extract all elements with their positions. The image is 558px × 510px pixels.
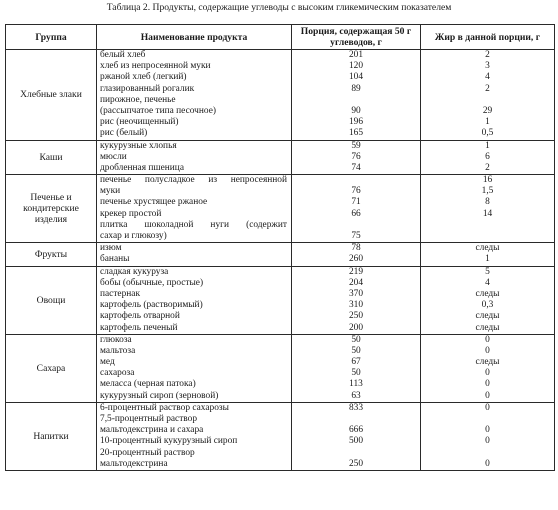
portion-value: 67: [351, 357, 361, 368]
fat-value: 1: [485, 117, 490, 128]
portion-value: 90: [351, 105, 361, 116]
fat-value: 2: [485, 50, 490, 60]
header-row: [6, 25, 555, 50]
fat-value-cell: [421, 140, 555, 175]
table-body: [6, 50, 555, 471]
fat-value: 0,3: [481, 300, 494, 311]
fat-value: 8: [485, 197, 490, 208]
fat-value: следы: [475, 243, 500, 254]
portion-value: 310: [348, 300, 364, 311]
product-name-cell: [97, 50, 292, 141]
portion-value-cell: [292, 175, 421, 243]
product-name: картофель печеный: [100, 322, 178, 333]
group-row: [6, 175, 555, 243]
header-fat: Жир в данной порции, г: [421, 25, 555, 50]
fat-value: 16: [482, 175, 493, 186]
product-name: кукурузные хлопья: [100, 140, 177, 151]
fat-value: [421, 95, 554, 106]
fat-value-cell: [421, 50, 555, 141]
product-name: глазированный рогалик: [100, 83, 195, 94]
product-name: глюкоза: [100, 334, 132, 345]
portion-value: 666: [348, 425, 364, 436]
fat-value: 0: [485, 436, 490, 447]
portion-value-cell: [292, 266, 421, 334]
fat-value-cell: [421, 266, 555, 334]
portion-value: 204: [348, 277, 364, 288]
group-row: [6, 334, 555, 402]
portion-value: [292, 175, 420, 186]
fat-value: 0: [485, 390, 490, 401]
portion-value: 250: [348, 458, 364, 469]
portion-value: 50: [351, 334, 361, 345]
portion-value: 201: [348, 50, 364, 60]
product-name-cell: [97, 175, 292, 243]
portion-value: 200: [348, 322, 364, 333]
product-name: хлеб из непросеянной муки: [100, 61, 211, 72]
portion-value: [292, 95, 420, 106]
fat-value: 0: [485, 425, 490, 436]
portion-value: 75: [351, 231, 361, 241]
portion-value-cell: [292, 334, 421, 402]
product-name: плитка шоколадной нуги (содержит: [100, 219, 287, 230]
product-name: сахароза: [100, 368, 135, 379]
product-name: (рассыпчатое типа песочное): [100, 105, 216, 116]
product-name: рис (белый): [100, 128, 148, 139]
portion-value: 59: [351, 140, 361, 151]
product-name: мальтодекстрина и сахара: [100, 425, 204, 436]
fat-value: 5: [485, 266, 490, 277]
portion-value: 74: [351, 162, 361, 173]
fat-value: следы: [475, 288, 500, 299]
carbohydrate-table: [5, 24, 555, 471]
product-name: ржаной хлеб (легкий): [100, 72, 187, 83]
fat-value: 29: [482, 105, 493, 116]
fat-value: [421, 220, 554, 231]
product-name: 20-процентный раствор: [100, 447, 195, 458]
portion-value: 76: [351, 151, 361, 162]
portion-value: 250: [348, 311, 364, 322]
fat-value: следы: [475, 311, 500, 322]
product-name: сахар и глюкозу): [100, 231, 167, 241]
fat-value: [421, 231, 554, 242]
portion-value: 833: [348, 402, 364, 413]
fat-value: 3: [485, 61, 490, 72]
table-caption: Таблица 2. Продукты, содержащие углеводы с высоким гликемическим показателем: [106, 2, 452, 13]
portion-value: 370: [348, 288, 364, 299]
fat-value-cell: [421, 175, 555, 243]
portion-value: 500: [348, 436, 364, 447]
fat-value-cell: [421, 334, 555, 402]
fat-value: 2: [485, 162, 490, 173]
product-name: муки: [100, 186, 121, 197]
fat-value: 1,5: [481, 186, 494, 197]
product-name: бобы (обычные, простые): [100, 277, 204, 288]
portion-value: [292, 448, 420, 459]
product-name-cell: [97, 266, 292, 334]
product-name-cell: [97, 402, 292, 470]
fat-value: 1: [485, 254, 490, 265]
product-name: меласса (черная патока): [100, 379, 196, 390]
group-name: Каши: [6, 140, 97, 175]
portion-value: 104: [348, 72, 364, 83]
fat-value: 0: [485, 368, 490, 379]
group-name: Хлебные злаки: [6, 50, 97, 141]
fat-value: 2: [485, 83, 490, 94]
portion-value-cell: [292, 140, 421, 175]
product-name: 10-процентный кукурузный сироп: [100, 436, 238, 447]
fat-value: [421, 448, 554, 459]
portion-value: 71: [351, 197, 361, 208]
group-name: Сахара: [6, 334, 97, 402]
fat-value: 0: [485, 345, 490, 356]
group-name: Напитки: [6, 402, 97, 470]
portion-value: 50: [351, 368, 361, 379]
fat-value: 1: [485, 140, 490, 151]
product-name: 7,5-процентный раствор: [100, 414, 198, 424]
fat-value: следы: [475, 357, 500, 368]
portion-value-cell: [292, 402, 421, 470]
portion-value: 113: [349, 379, 363, 390]
fat-value-cell: [421, 243, 555, 266]
fat-value: 0: [485, 334, 490, 345]
header-group: Группа: [6, 25, 97, 50]
product-name: кукурузный сироп (зерновой): [100, 390, 219, 401]
portion-value: 66: [351, 208, 361, 219]
header-product: Наименование продукта: [97, 25, 292, 50]
product-name-cell: [97, 140, 292, 175]
group-name: Фрукты: [6, 243, 97, 266]
product-name: пирожное, печенье: [100, 94, 176, 105]
group-name: Печенье и кондитерские изделия: [6, 175, 97, 243]
fat-value: 0: [485, 379, 490, 390]
product-name: крекер простой: [100, 208, 162, 219]
product-name: картофель (растворимый): [100, 300, 203, 311]
portion-value: 196: [348, 117, 364, 128]
fat-value-cell: [421, 402, 555, 470]
portion-value-cell: [292, 50, 421, 141]
product-name: рис (неочищенный): [100, 117, 179, 128]
portion-value: 219: [348, 266, 364, 277]
product-name: дробленная пшеница: [100, 162, 184, 173]
product-name: печенье полусладкое из непросеянной: [100, 175, 287, 186]
group-row: [6, 266, 555, 334]
product-name: белый хлеб: [100, 50, 146, 60]
product-name: пастернак: [100, 288, 141, 299]
group-row: [6, 50, 555, 141]
group-row: [6, 140, 555, 175]
fat-value: 14: [482, 208, 493, 219]
product-name: мальтодекстрина: [100, 458, 168, 469]
portion-value: 78: [351, 243, 361, 254]
product-name: сладкая кукуруза: [100, 266, 169, 277]
portion-value: 50: [351, 345, 361, 356]
product-name: бананы: [100, 254, 130, 265]
fat-value: 0: [485, 402, 490, 413]
portion-value: 165: [348, 128, 364, 139]
product-name: 6-процентный раствор сахарозы: [100, 402, 229, 413]
portion-value: 260: [348, 254, 364, 265]
group-name: Овощи: [6, 266, 97, 334]
product-name: мед: [100, 357, 115, 368]
product-name: картофель отварной: [100, 311, 180, 322]
portion-value: 63: [351, 390, 361, 401]
portion-value-cell: [292, 243, 421, 266]
product-name-cell: [97, 334, 292, 402]
product-name-cell: [97, 243, 292, 266]
fat-value: [421, 414, 554, 425]
product-name: мальтоза: [100, 345, 136, 356]
fat-value: 0,5: [481, 128, 494, 139]
portion-value: 89: [351, 83, 361, 94]
fat-value: 6: [485, 151, 490, 162]
portion-value: [292, 414, 420, 425]
fat-value: 0: [485, 458, 490, 469]
portion-value: 120: [348, 61, 364, 72]
group-row: [6, 243, 555, 266]
portion-value: [292, 220, 420, 231]
portion-value: 76: [351, 186, 361, 197]
fat-value: 4: [485, 277, 490, 288]
header-portion: Порция, содержащая 50 г углеводов, г: [292, 25, 421, 50]
product-name: изюм: [100, 243, 122, 254]
fat-value: 4: [485, 72, 490, 83]
group-row: [6, 402, 555, 470]
fat-value: следы: [475, 322, 500, 333]
product-name: печенье хрустящее ржаное: [100, 197, 208, 208]
product-name: мюсли: [100, 151, 127, 162]
